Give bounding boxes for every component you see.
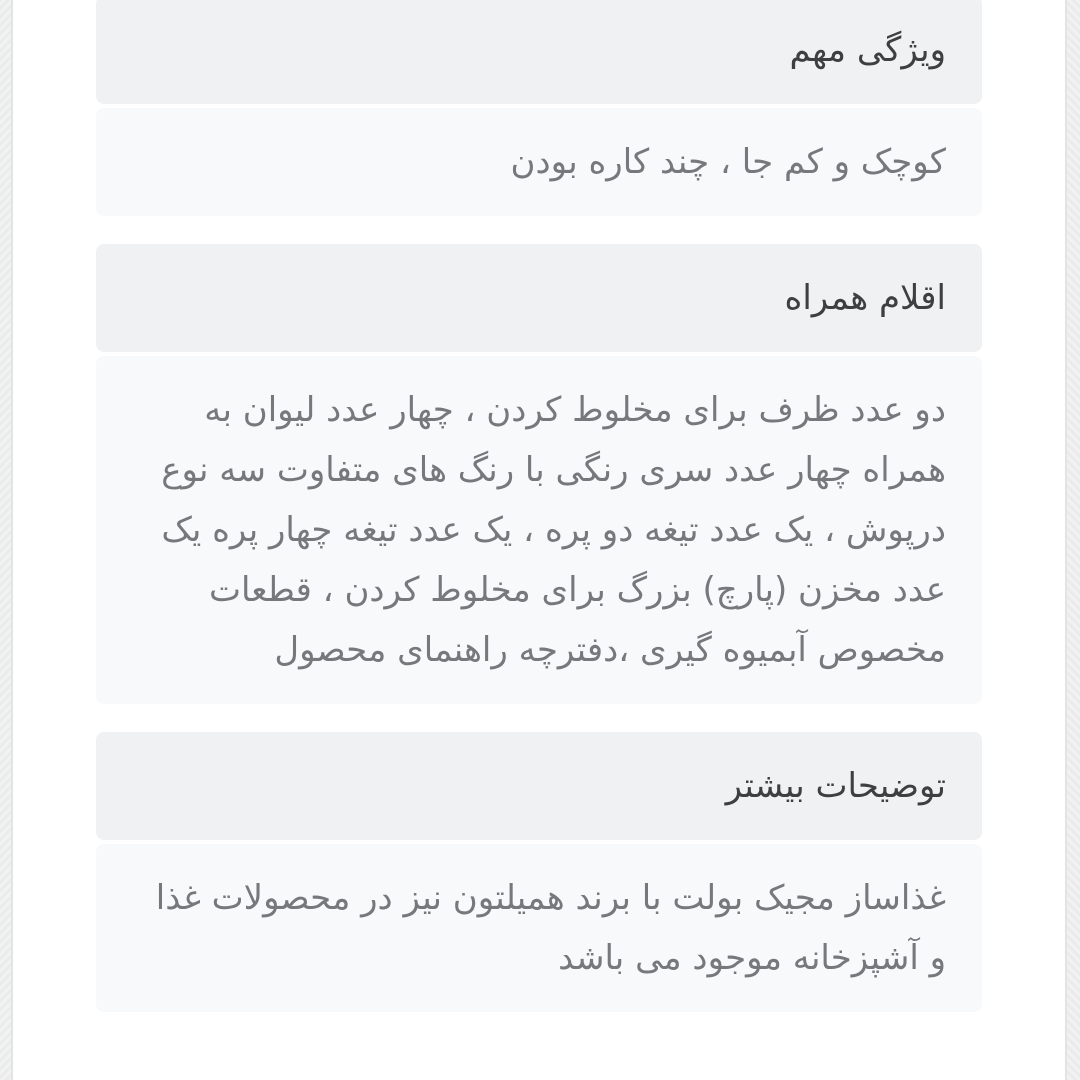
section-title: توضیحات بیشتر — [725, 766, 946, 806]
section-value: غذاساز مجیک بولت با برند همیلتون نیز در محصولات غذا و آشپزخانه موجود می باشد — [155, 878, 946, 978]
left-edge-texture — [0, 0, 13, 1080]
section-header-more-details — [96, 732, 982, 840]
section-header-important-feature — [96, 0, 982, 104]
section-body-included-items — [96, 356, 982, 704]
section-value: کوچک و کم جا ، چند کاره بودن — [510, 142, 946, 182]
right-edge-texture — [1065, 0, 1080, 1080]
section-header-included-items — [96, 244, 982, 352]
section-value: دو عدد ظرف برای مخلوط کردن ، چهار عدد لیوان به همراه چهار عدد سری رنگی با رنگ های متفاوت سه نوع درپوش ، یک عدد تیغه دو پره ، یک عدد تیغه چهار پره یک عدد مخزن (پارچ) بزرگ برای مخلوط کردن ، قطعات مخصوص آبمیوه گیری ،دفترچه راهنمای محصول — [161, 390, 946, 670]
section-body-important-feature — [96, 108, 982, 216]
section-title: ویژگی مهم — [789, 30, 946, 70]
section-title: اقلام همراه — [784, 278, 946, 318]
section-body-more-details — [96, 844, 982, 1012]
spec-sections-column — [96, 0, 982, 1040]
